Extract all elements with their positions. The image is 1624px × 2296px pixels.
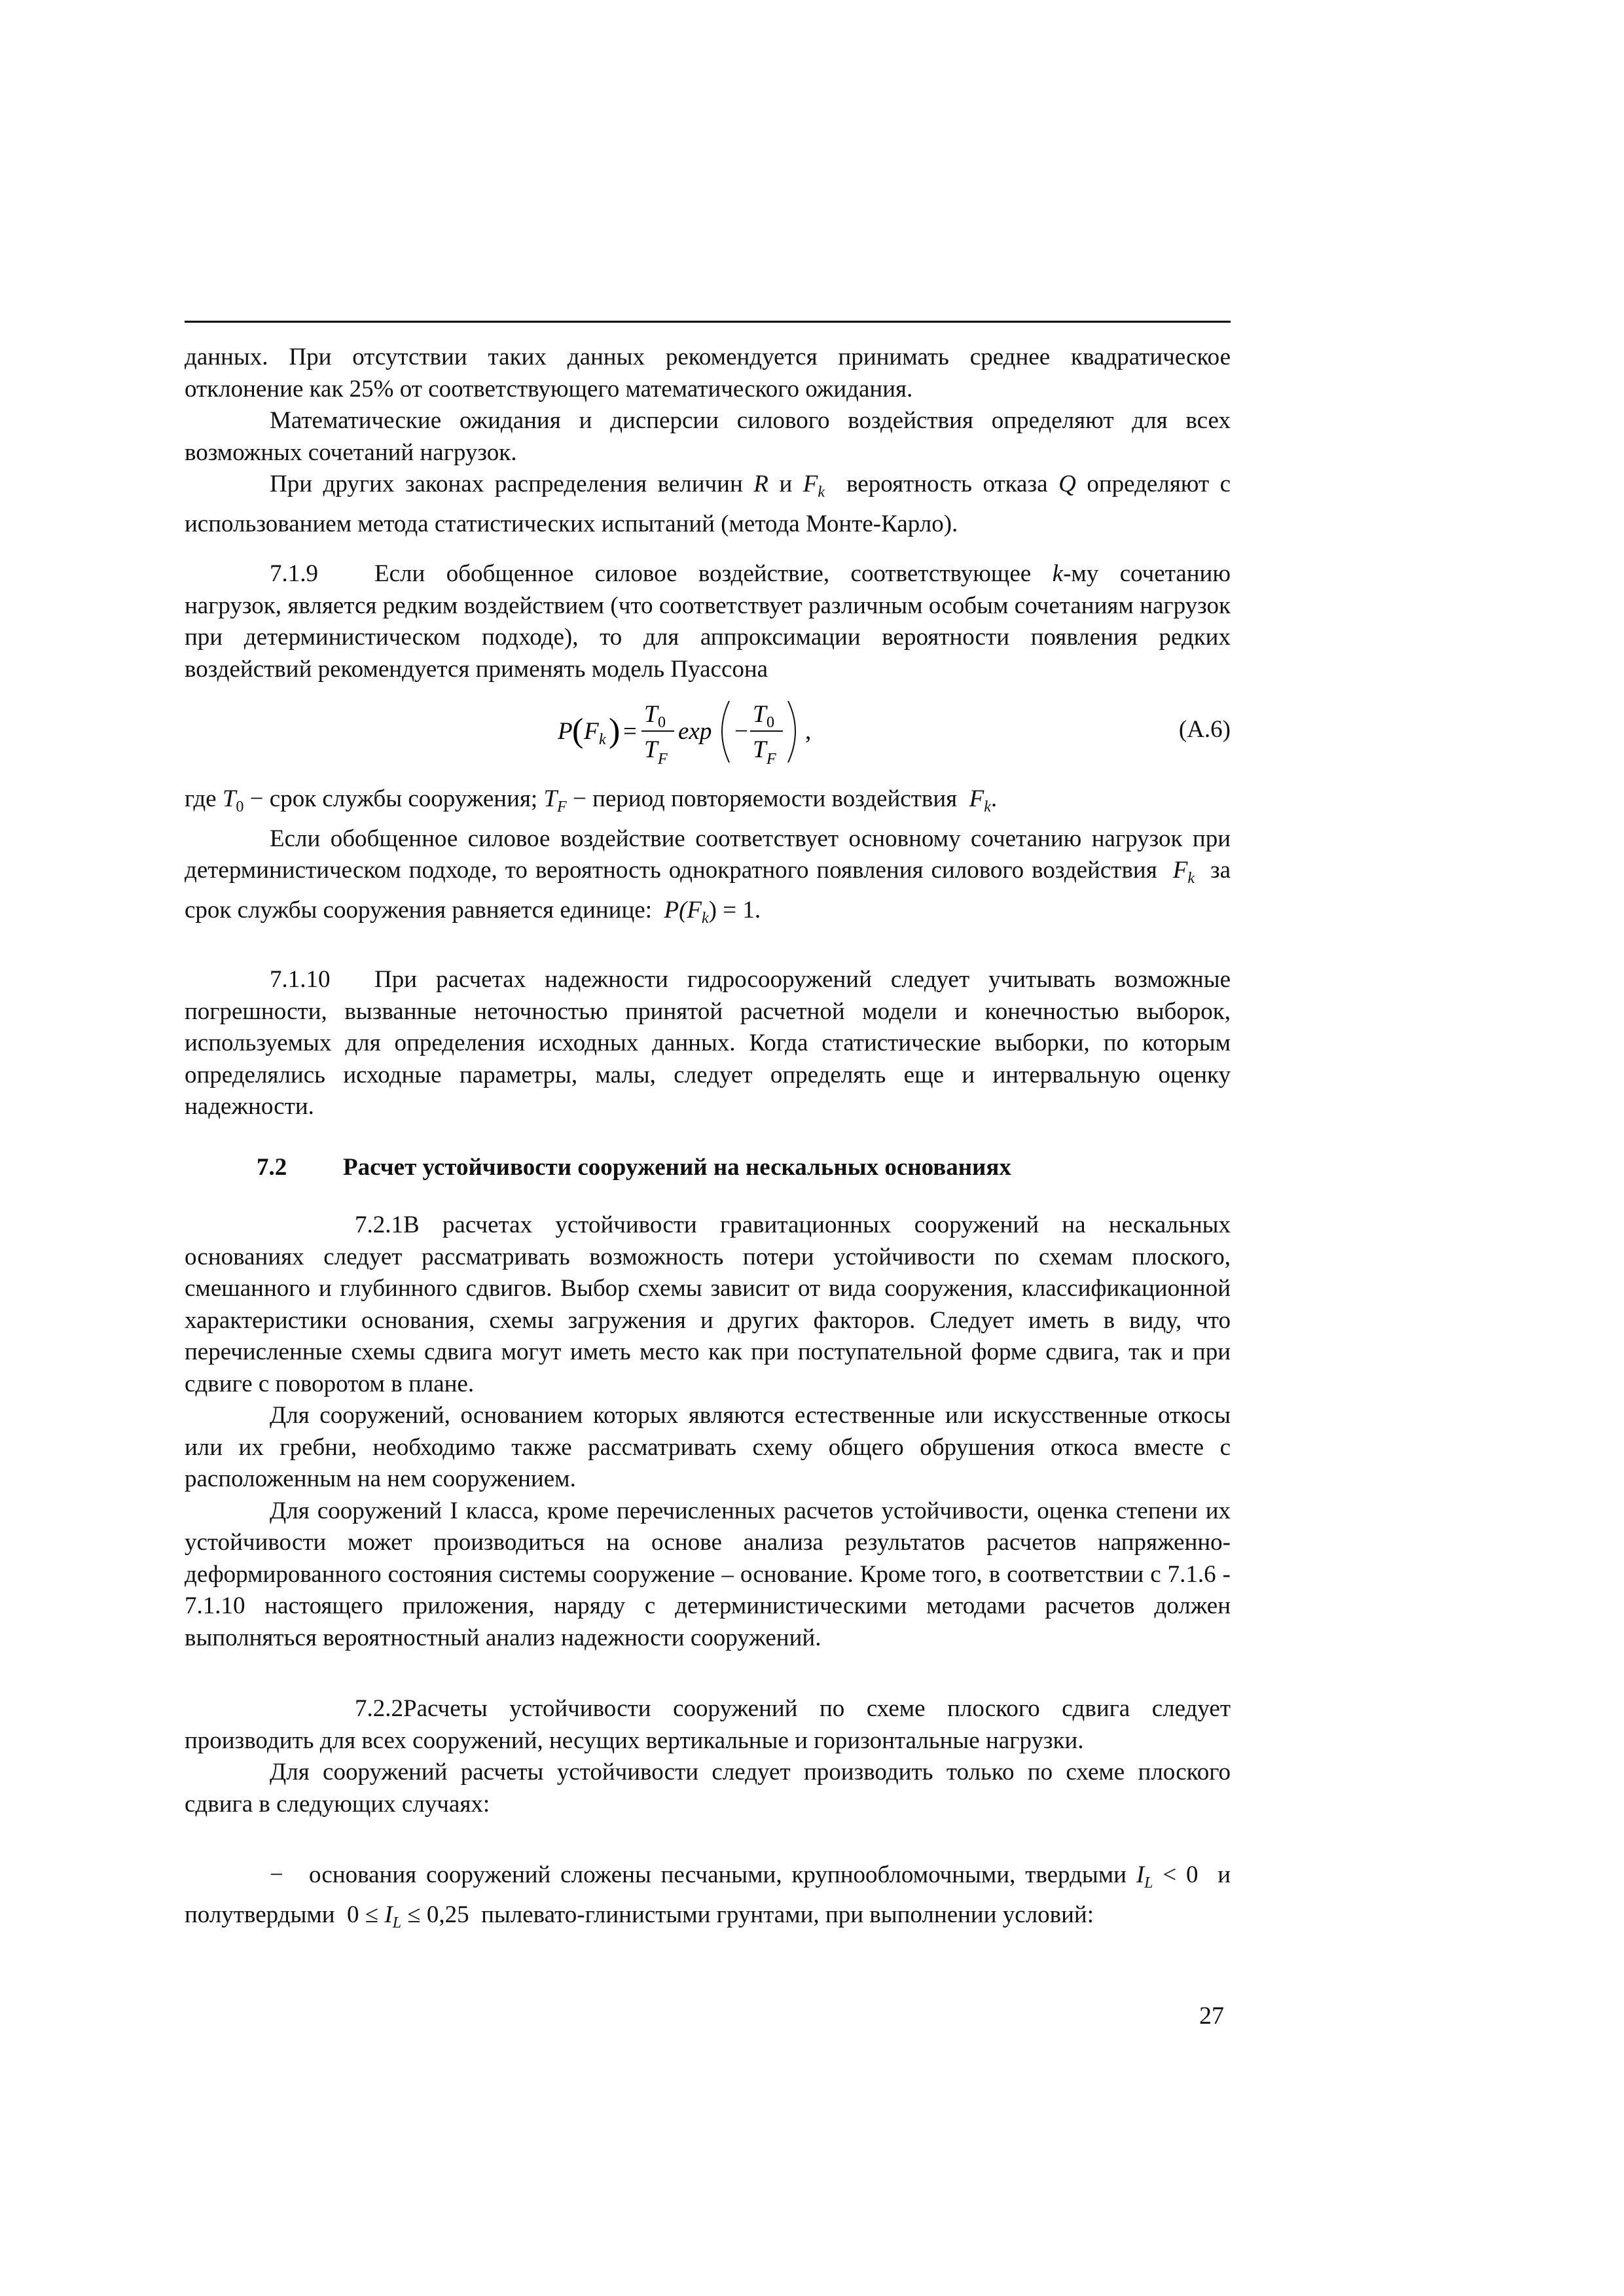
formula-den-F: F xyxy=(658,751,668,768)
formula-big-close-paren xyxy=(788,701,795,762)
formula-num-T: T xyxy=(644,701,658,728)
list-item-soils: − основания сооружений сложены песчаными, крупнообломочными, твердыми $I_L < 0$ и полутвердыми $0 \le I_L \le 0,25$ пылевато-глинистыми грунтами, при выполнении условий: xyxy=(185,1859,1231,1939)
formula-comma: , xyxy=(805,718,812,745)
formula-num2-0: 0 xyxy=(767,714,774,731)
formula-eq: = xyxy=(623,718,637,745)
paragraph-class-one: Для сооружений I класса, кроме перечисленных расчетов устойчивости, оценка степени их устойчивости может производиться на основе анализа результатов расчетов напряженно-деформированного состояния системы сооружение – основание. Кроме того, в соответствии с 7.1.6 - 7.1.10 настоящего приложения, наряду с детерминистическими методами расчетов должен выполняться вероятностный анализ надежности сооружений. xyxy=(185,1497,1231,1651)
poisson-formula xyxy=(558,692,833,770)
section-7-2-1: 7.2.1В расчетах устойчивости гравитационных сооружений на нескальных основаниях следует рассматривать возможность потери устойчивости по схемам плоского, смешанного и глубинного сдвигов. Выбор схемы зависит от вида сооружения, классификационной характеристики основания, схемы загружения и других факторов. Следует иметь в виду, что перечисленные схемы сдвига могут иметь место как при поступательной форме сдвига, так и при сдвиге с поворотом в плане. xyxy=(185,1210,1231,1400)
section-number: 7.2.1 xyxy=(355,1211,403,1238)
formula-exp: exp xyxy=(678,718,712,745)
list-dash: − xyxy=(270,1861,283,1888)
formula-tag: (А.6) xyxy=(1178,716,1231,743)
section-number: 7.1.10 xyxy=(270,966,331,993)
paragraph-continuation: данных. При отсутствии таких данных рекомендуется принимать среднее квадратическое отклонение как 25% от соответствующего математического ожидания. xyxy=(185,344,1231,403)
section-heading-7-2 xyxy=(185,1152,1231,1184)
formula-big-open-paren xyxy=(722,701,729,762)
heading-number: 7.2 xyxy=(257,1153,287,1181)
paragraph-main-combination: Если обобщенное силовое воздействие соответствует основному сочетанию нагрузок при детерминистическом подходе, то вероятность однократного появления силового воздействия $F_k$ за срок службы сооружения равняется единице: $P(F_k) = 1$. xyxy=(185,825,1231,927)
formula-minus: − xyxy=(734,718,748,745)
paragraph-other-laws: При других законах распределения величин R и $F_k$ вероятность отказа Q определяют с использованием метода статистических испытаний (метода Монте-Карло). xyxy=(185,471,1231,537)
paragraph-expectations: Математические ожидания и дисперсии силового воздействия определяют для всех возможных сочетаний нагрузок. xyxy=(185,407,1231,466)
section-7-2-2: 7.2.2Расчеты устойчивости сооружений по схеме плоского сдвига следует производить для всех сооружений, несущих вертикальные и горизонтальные нагрузки. xyxy=(185,1693,1231,1757)
formula-open-paren: ( xyxy=(572,712,584,749)
formula-F: F xyxy=(584,718,599,745)
section-7-1-9: 7.1.9 Если обобщенное силовое воздействие, соответствующее k-му сочетанию нагрузок, является редким воздействием (что соответствует различным особым сочетаниям нагрузок при детерминистическом подходе), то для аппроксимации вероятности появления редких воздействий рекомендуется применять модель Пуассона xyxy=(185,558,1231,685)
formula-den2-F: F xyxy=(767,751,776,768)
formula-a6 xyxy=(185,692,1231,770)
paragraph-plane-shear: Для сооружений расчеты устойчивости следует производить только по схеме плоского сдвига в следующих случаях: xyxy=(185,1759,1231,1818)
heading-title: Расчет устойчивости сооружений на нескальных основаниях xyxy=(343,1153,1011,1181)
paragraph-slopes: Для сооружений, основанием которых являются естественные или искусственные откосы или их гребни, необходимо также рассматривать схему общего обрушения откоса вместе с расположенным на нем сооружением. xyxy=(185,1402,1231,1492)
header-rule xyxy=(185,321,1231,323)
section-7-1-10: 7.1.10 При расчетах надежности гидросооружений следует учитывать возможные погрешности, вызванные неточностью принятой расчетной модели и конечностью выборок, используемых для определения исходных данных. Когда статистические выборки, по которым определялись исходные параметры, малы, следует определять еще и интервальную оценку надежности. xyxy=(185,964,1231,1123)
section-number: 7.1.9 xyxy=(270,560,318,587)
page-content xyxy=(185,342,1231,1939)
formula-num-0: 0 xyxy=(658,714,666,731)
formula-k: k xyxy=(599,731,606,748)
formula-den2-T: T xyxy=(753,736,767,763)
section-number: 7.2.2 xyxy=(355,1695,403,1722)
formula-den-T: T xyxy=(644,736,658,763)
formula-P: P xyxy=(558,718,573,745)
formula-legend: где $T_0$ − срок службы сооружения; $T_F$ − период повторяемости воздействия $F_k$. xyxy=(185,785,998,816)
formula-num2-T: T xyxy=(753,701,767,728)
page-number: 27 xyxy=(1199,2002,1224,2030)
formula-close-paren: ) xyxy=(609,712,621,749)
